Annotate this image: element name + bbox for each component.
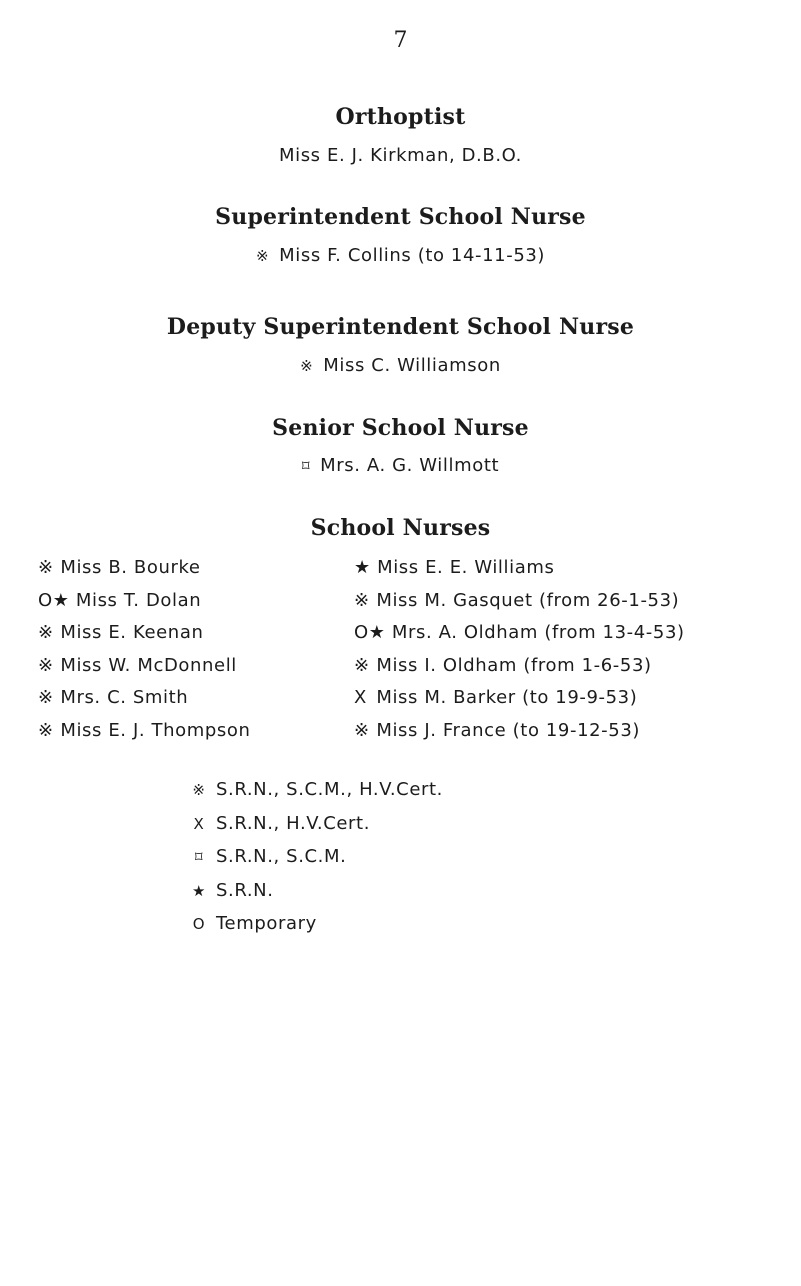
legend-symbol: ⌑ [194, 848, 204, 866]
legend-item [190, 907, 443, 941]
qualification-symbol: ※ [38, 719, 54, 741]
qualification-symbol: ※ [354, 654, 370, 676]
list-item [354, 552, 685, 585]
legend-item [190, 807, 443, 841]
qualification-symbol: ※ [354, 589, 370, 611]
list-item [38, 715, 250, 748]
qualification-symbol: ⌑ [301, 457, 311, 475]
list-item [38, 617, 250, 650]
legend-symbol: O [192, 915, 206, 933]
senior-heading: Senior School Nurse [272, 415, 529, 441]
list-item [38, 650, 250, 683]
nurse-name: Miss B. Bourke [60, 557, 201, 578]
nurse-name: Miss M. Barker (to 19-9-53) [376, 687, 638, 709]
legend-text: Temporary [216, 913, 317, 934]
legend-symbol: ★ [191, 881, 207, 900]
nurse-name: Miss J. France (to 19-12-53) [376, 719, 641, 741]
list-item [354, 682, 685, 715]
list-item [354, 650, 685, 683]
list-item [38, 585, 250, 618]
legend-text: S.R.N. [216, 879, 274, 901]
senior-line [0, 455, 801, 476]
list-item [354, 585, 685, 618]
superintendent-name: Miss F. Collins (to 14-11-53) [279, 245, 546, 266]
school-nurses-left-column [38, 552, 250, 748]
list-item [38, 682, 250, 715]
legend-text: S.R.N., H.V.Cert. [216, 812, 371, 834]
school-nurses-heading: School Nurses [310, 515, 491, 541]
deputy-line [0, 355, 801, 376]
nurse-name: Mrs. C. Smith [60, 687, 189, 709]
qualification-symbol: ※ [38, 557, 54, 578]
qualifications-legend [190, 773, 443, 941]
qualification-symbol: ※ [38, 687, 54, 709]
nurse-name: Miss E. J. Thompson [60, 719, 251, 741]
legend-symbol: X [193, 814, 205, 833]
qualification-symbol: ★ [354, 557, 371, 578]
legend-item [190, 773, 443, 807]
qualification-symbol: O★ [354, 622, 386, 644]
superintendent-heading: Superintendent School Nurse [215, 204, 586, 230]
orthoptist-heading: Orthoptist [335, 104, 466, 130]
nurse-name: Miss T. Dolan [75, 589, 202, 611]
legend-symbol: ※ [192, 781, 206, 799]
page-number: 7 [393, 28, 408, 53]
legend-text: S.R.N., S.C.M., H.V.Cert. [216, 779, 443, 800]
nurse-name: Miss E. Keenan [60, 622, 204, 644]
orthoptist-name: Miss E. J. Kirkman, D.B.O. [278, 145, 523, 166]
qualification-symbol: ※ [300, 357, 314, 375]
nurse-name: Miss E. E. Williams [377, 557, 555, 578]
nurse-name: Mrs. A. Oldham (from 13-4-53) [391, 622, 685, 644]
qualification-symbol: O★ [38, 589, 70, 611]
senior-name: Mrs. A. G. Willmott [320, 455, 500, 476]
legend-item [190, 874, 443, 908]
legend-text: S.R.N., S.C.M. [216, 846, 347, 867]
qualification-symbol: ※ [38, 654, 54, 676]
nurse-name: Miss W. McDonnell [60, 654, 237, 676]
superintendent-line [0, 245, 801, 266]
qualification-symbol: ※ [255, 247, 270, 265]
nurse-name: Miss I. Oldham (from 1-6-53) [376, 654, 652, 676]
nurse-name: Miss M. Gasquet (from 26-1-53) [376, 589, 680, 611]
deputy-name: Miss C. Williamson [323, 355, 501, 376]
list-item [354, 617, 685, 650]
qualification-symbol: ※ [354, 719, 370, 741]
school-nurses-right-column [354, 552, 685, 748]
legend-item [190, 840, 443, 874]
qualification-symbol: ※ [38, 622, 54, 644]
list-item [354, 715, 685, 748]
list-item [38, 552, 250, 585]
deputy-heading: Deputy Superintendent School Nurse [166, 314, 635, 340]
qualification-symbol: X [354, 687, 367, 709]
